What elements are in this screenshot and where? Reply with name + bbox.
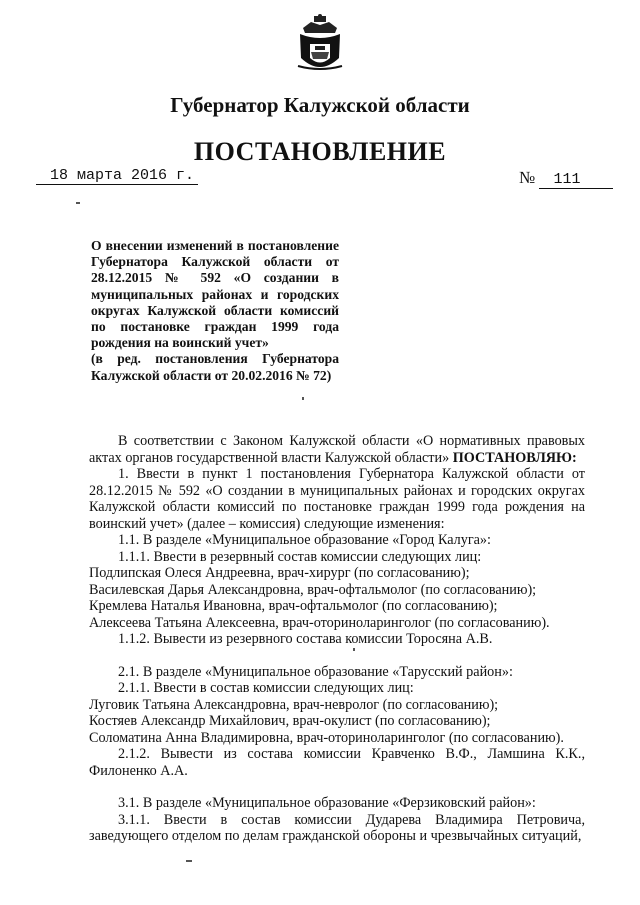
paragraph-1-1-2: 1.1.2. Вывести из резервного состава комиссии Торосяна А.В. (118, 631, 493, 647)
paragraph-2-1: 2.1. В разделе «Муниципальное образование «Тарусский район»: (118, 663, 513, 680)
list-item: Костяев Александр Михайлович, врач-окулист (по согласованию); (89, 713, 491, 729)
list-item: Алексеева Татьяна Алексеевна, врач-оториноларинголог (по согласованию). (89, 614, 550, 631)
resolve-word: ПОСТАНОВЛЯЮ: (452, 449, 577, 466)
scan-speck (186, 860, 192, 862)
paragraph-3-1-1: 3.1.1. Ввести в состав комиссии Дударева Владимира Петровича, заведующего отделом по делам гражданской обороны и чрезвычайных ситуаций, (89, 811, 585, 844)
document-type-heading: ПОСТАНОВЛЕНИЕ (193, 137, 447, 166)
list-item: Соломатина Анна Владимировна, врач-оториноларинголог (по согласованию). (89, 729, 564, 746)
list-item: Василевская Дарья Александровна, врач-офтальмолог (по согласованию); (89, 581, 537, 598)
date-value: 18 марта 2016 г. (36, 167, 198, 185)
list-item: Луговик Татьяна Александровна, врач-невролог (по согласованию); (89, 696, 499, 713)
coat-of-arms-emblem (297, 14, 343, 76)
list-item: Подлипская Олеся Андреевна, врач-хирург (по согласованию); (89, 565, 470, 581)
paragraph-1: 1. Ввести в пункт 1 постановления Губернатора Калужской области от 28.12.2015 № 592 «О создании в муниципальных районах и городских округах Калужской области комиссий по постановке граждан 1999 года рождения на воинский учет» (далее – комиссия) следующие изменения: (89, 466, 585, 532)
paragraph-2-1-2: 2.1.2. Вывести из состава комиссии Кравченко В.Ф., Ламшина К.К., Филоненко А.А. (89, 746, 585, 779)
scan-speck (302, 397, 304, 400)
document-number (519, 168, 613, 189)
scan-speck (353, 648, 355, 651)
title-text: О внесении изменений в постановление Губернатора Калужской области от 28.12.2015 № 592 «О создании в муниципальных районах и городских округах Калужской области комиссий по постановке граждан 1999 года рождения на воинский учет» (91, 238, 339, 351)
document-title (91, 238, 339, 384)
document-body (89, 433, 585, 845)
paragraph-gap (89, 779, 585, 795)
paragraph-1-1-1: 1.1.1. Ввести в резервный состав комиссии следующих лиц: (118, 548, 482, 565)
issuer-heading: Губернатор Калужской области (170, 93, 470, 117)
number-value: 111 (539, 171, 613, 189)
paragraph-3-1: 3.1. В разделе «Муниципальное образование «Ферзиковский район»: (118, 795, 536, 811)
paragraph-1-1: 1.1. В разделе «Муниципальное образование «Город Калуга»: (118, 532, 491, 548)
title-revision-note: (в ред. постановления Губернатора Калужской области от 20.02.2016 № 72) (91, 351, 339, 383)
paragraph-2-1-1: 2.1.1. Ввести в состав комиссии следующих лиц: (118, 680, 414, 696)
list-item: Кремлева Наталья Ивановна, врач-офтальмолог (по согласованию); (89, 598, 498, 614)
preamble-paragraph (89, 433, 585, 466)
document-date (36, 167, 198, 185)
preamble-text: В соответствии с Законом Калужской области «О нормативных правовых актах органов государственной власти Калужской области» (89, 433, 585, 466)
paragraph-gap (89, 648, 585, 664)
scan-speck (76, 202, 80, 204)
number-label: № (519, 168, 536, 187)
